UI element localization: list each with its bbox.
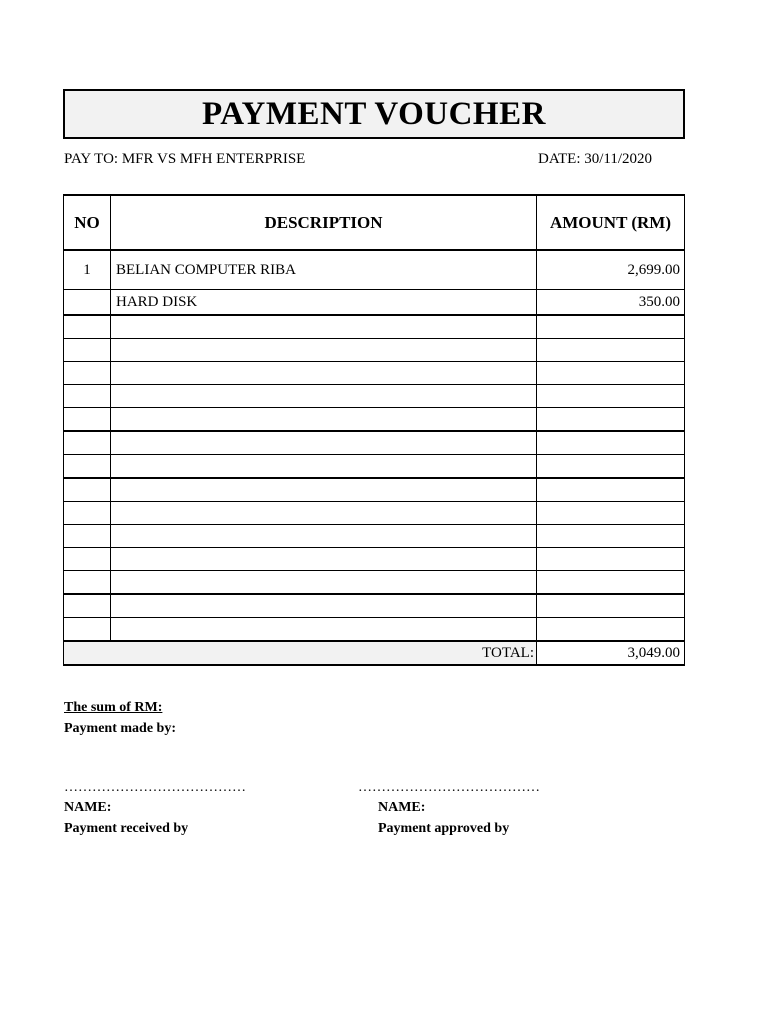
name-label-left: NAME: bbox=[64, 800, 112, 815]
empty-row bbox=[64, 339, 685, 362]
empty-cell bbox=[64, 339, 111, 362]
row-amount: 350.00 bbox=[537, 290, 685, 316]
total-row bbox=[64, 641, 685, 665]
empty-cell bbox=[537, 455, 685, 479]
name-label-right: NAME: bbox=[378, 800, 426, 815]
empty-row bbox=[64, 315, 685, 339]
empty-row bbox=[64, 385, 685, 408]
empty-cell bbox=[111, 502, 537, 525]
pay-to: PAY TO: MFR VS MFH ENTERPRISE bbox=[64, 151, 306, 167]
payment-approved-by: Payment approved by bbox=[378, 821, 510, 836]
empty-row bbox=[64, 408, 685, 432]
empty-cell bbox=[537, 618, 685, 642]
empty-cell bbox=[64, 571, 111, 595]
signature-line-left: ………………………………… bbox=[64, 780, 246, 795]
empty-cell bbox=[64, 594, 111, 618]
empty-row bbox=[64, 548, 685, 571]
total-label: TOTAL: bbox=[64, 641, 537, 665]
empty-cell bbox=[64, 315, 111, 339]
empty-row bbox=[64, 571, 685, 595]
empty-cell bbox=[64, 618, 111, 642]
empty-cell bbox=[111, 431, 537, 455]
empty-cell bbox=[111, 362, 537, 385]
empty-cell bbox=[64, 478, 111, 502]
empty-cell bbox=[111, 408, 537, 432]
header-description: DESCRIPTION bbox=[111, 195, 537, 250]
empty-cell bbox=[537, 431, 685, 455]
empty-cell bbox=[111, 315, 537, 339]
empty-row bbox=[64, 455, 685, 479]
empty-row bbox=[64, 478, 685, 502]
empty-cell bbox=[111, 525, 537, 548]
empty-cell bbox=[64, 431, 111, 455]
empty-cell bbox=[537, 548, 685, 571]
header-no: NO bbox=[64, 195, 111, 250]
empty-cell bbox=[537, 315, 685, 339]
empty-cell bbox=[537, 571, 685, 595]
items-table bbox=[63, 194, 685, 666]
table-row bbox=[64, 250, 685, 290]
header-amount: AMOUNT (RM) bbox=[537, 195, 685, 250]
empty-cell bbox=[111, 385, 537, 408]
voucher-date: DATE: 30/11/2020 bbox=[538, 151, 653, 167]
empty-row bbox=[64, 431, 685, 455]
empty-cell bbox=[537, 408, 685, 432]
empty-cell bbox=[64, 362, 111, 385]
empty-cell bbox=[64, 385, 111, 408]
empty-cell bbox=[537, 502, 685, 525]
total-value: 3,049.00 bbox=[537, 641, 685, 665]
empty-row bbox=[64, 362, 685, 385]
row-amount: 2,699.00 bbox=[537, 250, 685, 290]
empty-row bbox=[64, 502, 685, 525]
empty-cell bbox=[111, 455, 537, 479]
empty-cell bbox=[111, 548, 537, 571]
empty-cell bbox=[537, 478, 685, 502]
empty-row bbox=[64, 525, 685, 548]
empty-cell bbox=[64, 502, 111, 525]
empty-cell bbox=[64, 548, 111, 571]
table-row bbox=[64, 290, 685, 316]
signature-line-right: ………………………………… bbox=[358, 780, 540, 795]
payment-received-by: Payment received by bbox=[64, 821, 189, 836]
row-description: HARD DISK bbox=[111, 290, 537, 316]
row-no bbox=[64, 290, 111, 316]
voucher-title: PAYMENT VOUCHER bbox=[63, 89, 685, 139]
empty-cell bbox=[537, 362, 685, 385]
empty-cell bbox=[111, 618, 537, 642]
empty-cell bbox=[111, 339, 537, 362]
empty-row bbox=[64, 618, 685, 642]
row-description: BELIAN COMPUTER RIBA bbox=[111, 250, 537, 290]
empty-cell bbox=[537, 339, 685, 362]
table-header-row bbox=[64, 195, 685, 250]
empty-cell bbox=[64, 455, 111, 479]
empty-cell bbox=[537, 385, 685, 408]
row-no: 1 bbox=[64, 250, 111, 290]
empty-cell bbox=[111, 571, 537, 595]
payment-made-by: Payment made by: bbox=[64, 721, 176, 736]
empty-cell bbox=[64, 525, 111, 548]
empty-row bbox=[64, 594, 685, 618]
empty-cell bbox=[537, 525, 685, 548]
empty-cell bbox=[537, 594, 685, 618]
empty-cell bbox=[111, 478, 537, 502]
sum-label: The sum of RM: bbox=[64, 700, 163, 715]
empty-cell bbox=[111, 594, 537, 618]
empty-cell bbox=[64, 408, 111, 432]
